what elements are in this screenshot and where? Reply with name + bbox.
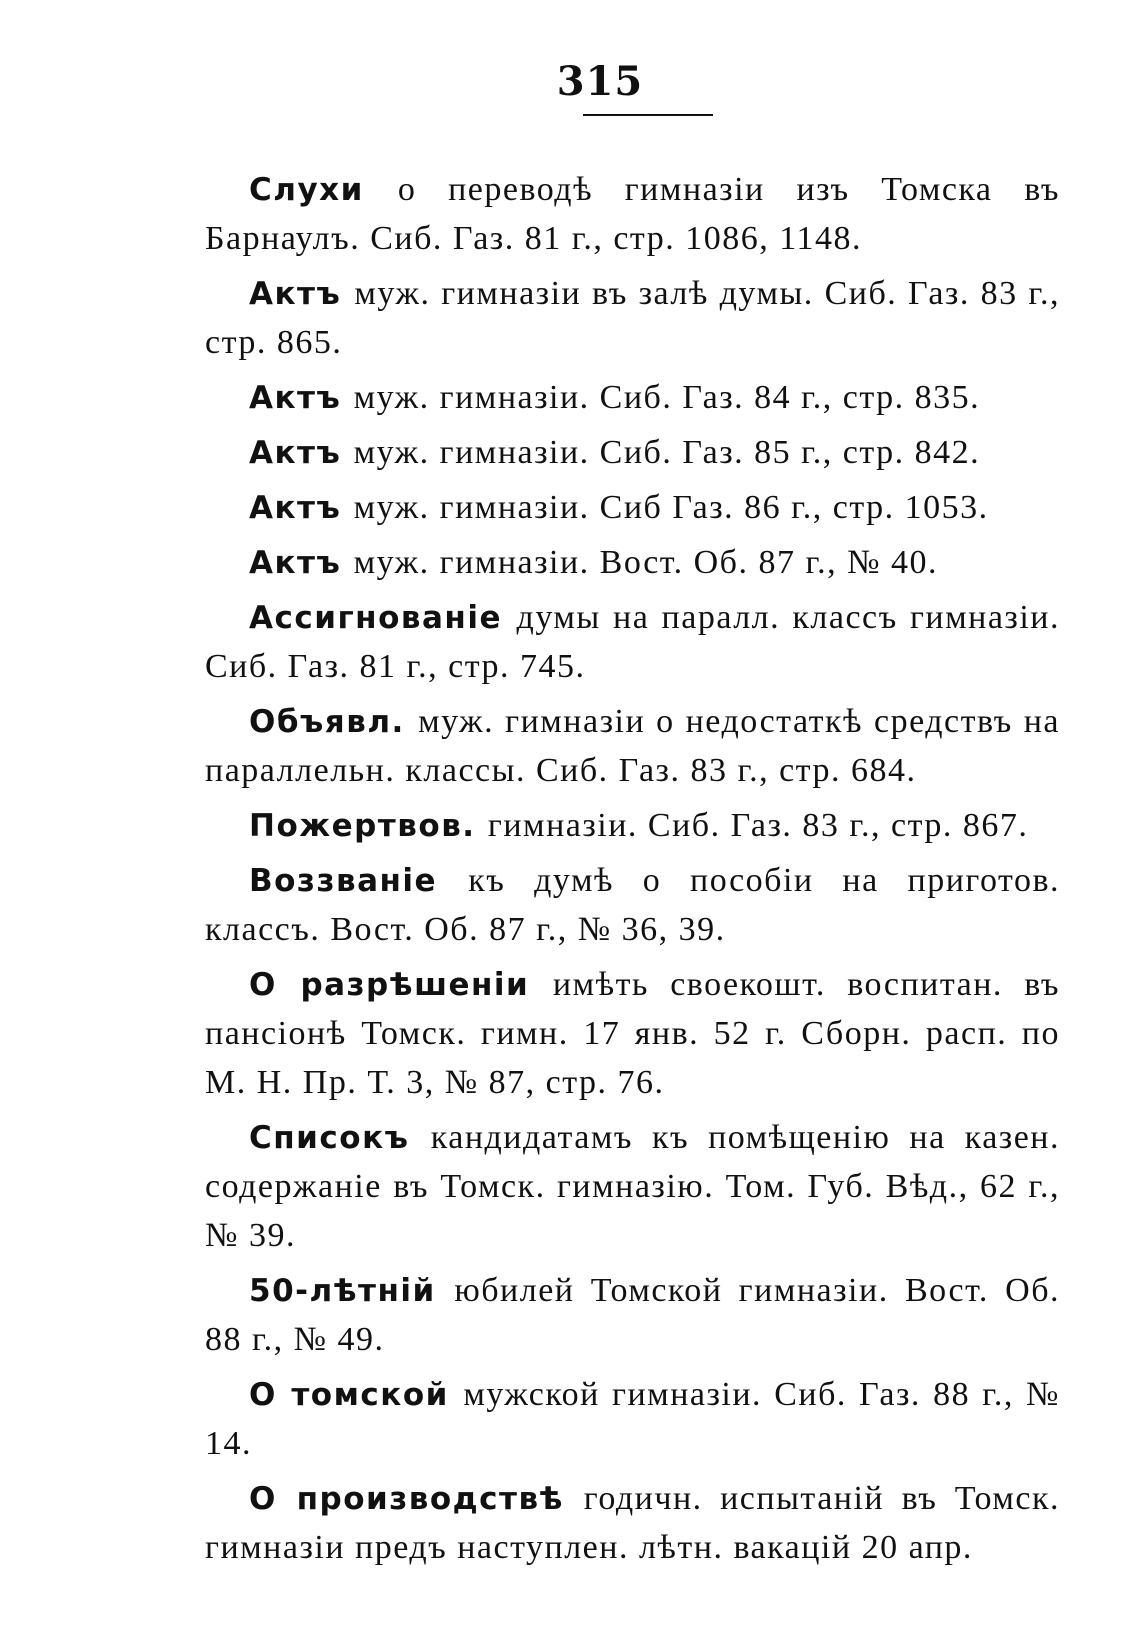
bibliography-entry [205, 483, 1060, 532]
bibliography-entry [205, 1113, 1060, 1260]
page-number: 315 [556, 58, 644, 105]
bibliography-entry [205, 697, 1060, 795]
entry-text: годичн. испытаній въ Томск. гимназіи предъ наступлен. лѣтн. вакацій 20 апр. [205, 1480, 1060, 1566]
bibliography-entry [205, 1370, 1060, 1468]
bibliography-entry [205, 165, 1060, 263]
entry-text: муж. гимназіи въ залѣ думы. Сиб. Газ. 83 г., стр. 865. [205, 275, 1061, 361]
entry-text: кандидатамъ къ помѣщенію на казен. содержаніе въ Томск. гимназію. Том. Губ. Вѣд., 62 г., № 39. [205, 1119, 1060, 1254]
entry-text: имѣть своекошт. воспитан. въ пансіонѣ Томск. гимн. 17 янв. 52 г. Сборн. расп. по М. Н. Пр. Т. 3, № 87, стр. 76. [205, 966, 1060, 1101]
header-rule [583, 114, 713, 116]
entry-text: мужской гимназіи. Сиб. Газ. 88 г., № 14. [205, 1376, 1060, 1462]
entry-text: гимназіи. Сиб. Газ. 83 г., стр. 867. [487, 807, 1029, 844]
bibliography-entry [205, 1266, 1060, 1364]
entry-lead: Актъ [249, 545, 342, 581]
entry-text: юбилей Томской гимназіи. Вост. Об. 88 г., № 49. [205, 1272, 1060, 1358]
entry-lead: Воззваніе [249, 863, 438, 899]
entry-lead: Актъ [249, 276, 342, 312]
entry-lead: Пожертвов. [249, 808, 476, 844]
entry-lead: О томской [249, 1377, 449, 1413]
entry-text: муж. гимназіи. Сиб. Газ. 84 г., стр. 835. [353, 379, 981, 416]
entry-lead: 50-лѣтній [249, 1273, 436, 1309]
entry-lead: Актъ [249, 380, 342, 416]
entry-lead: Списокъ [249, 1120, 410, 1156]
bibliography-entry [205, 1474, 1060, 1572]
entry-text: муж. гимназіи о недостаткѣ средствъ на параллельн. классы. Сиб. Газ. 83 г., стр. 684. [205, 703, 1061, 789]
entry-lead: Объявл. [249, 704, 405, 740]
entry-text: муж. гимназіи. Сиб Газ. 86 г., стр. 1053. [353, 489, 989, 526]
entry-text: муж. гимназіи. Вост. Об. 87 г., № 40. [353, 544, 939, 581]
entry-lead: Ассигнованіе [249, 600, 502, 636]
bibliography-entry [205, 428, 1060, 477]
entry-text: къ думѣ о пособіи на приготов. классъ. Вост. Об. 87 г., № 36, 39. [205, 862, 1061, 948]
entry-lead: Слухи [249, 172, 364, 208]
bibliography-entry [205, 593, 1060, 691]
bibliography-entry [205, 856, 1060, 954]
entry-lead: Актъ [249, 435, 342, 471]
bibliography-entry [205, 801, 1060, 850]
entry-lead: О производствѣ [249, 1481, 564, 1517]
entry-text: муж. гимназіи. Сиб. Газ. 85 г., стр. 842. [353, 434, 981, 471]
bibliography-entry [205, 373, 1060, 422]
bibliography-list [205, 165, 1060, 1578]
bibliography-entry [205, 960, 1060, 1107]
entry-text: о переводѣ гимназіи изъ Томска въ Барнаулъ. Сиб. Газ. 81 г., стр. 1086, 1148. [205, 171, 1060, 257]
entry-lead: О разрѣшеніи [249, 967, 530, 1003]
bibliography-entry [205, 538, 1060, 587]
entry-lead: Актъ [249, 490, 342, 526]
bibliography-entry [205, 269, 1060, 367]
entry-text: думы на паралл. классъ гимназіи. Сиб. Газ. 81 г., стр. 745. [205, 599, 1060, 685]
